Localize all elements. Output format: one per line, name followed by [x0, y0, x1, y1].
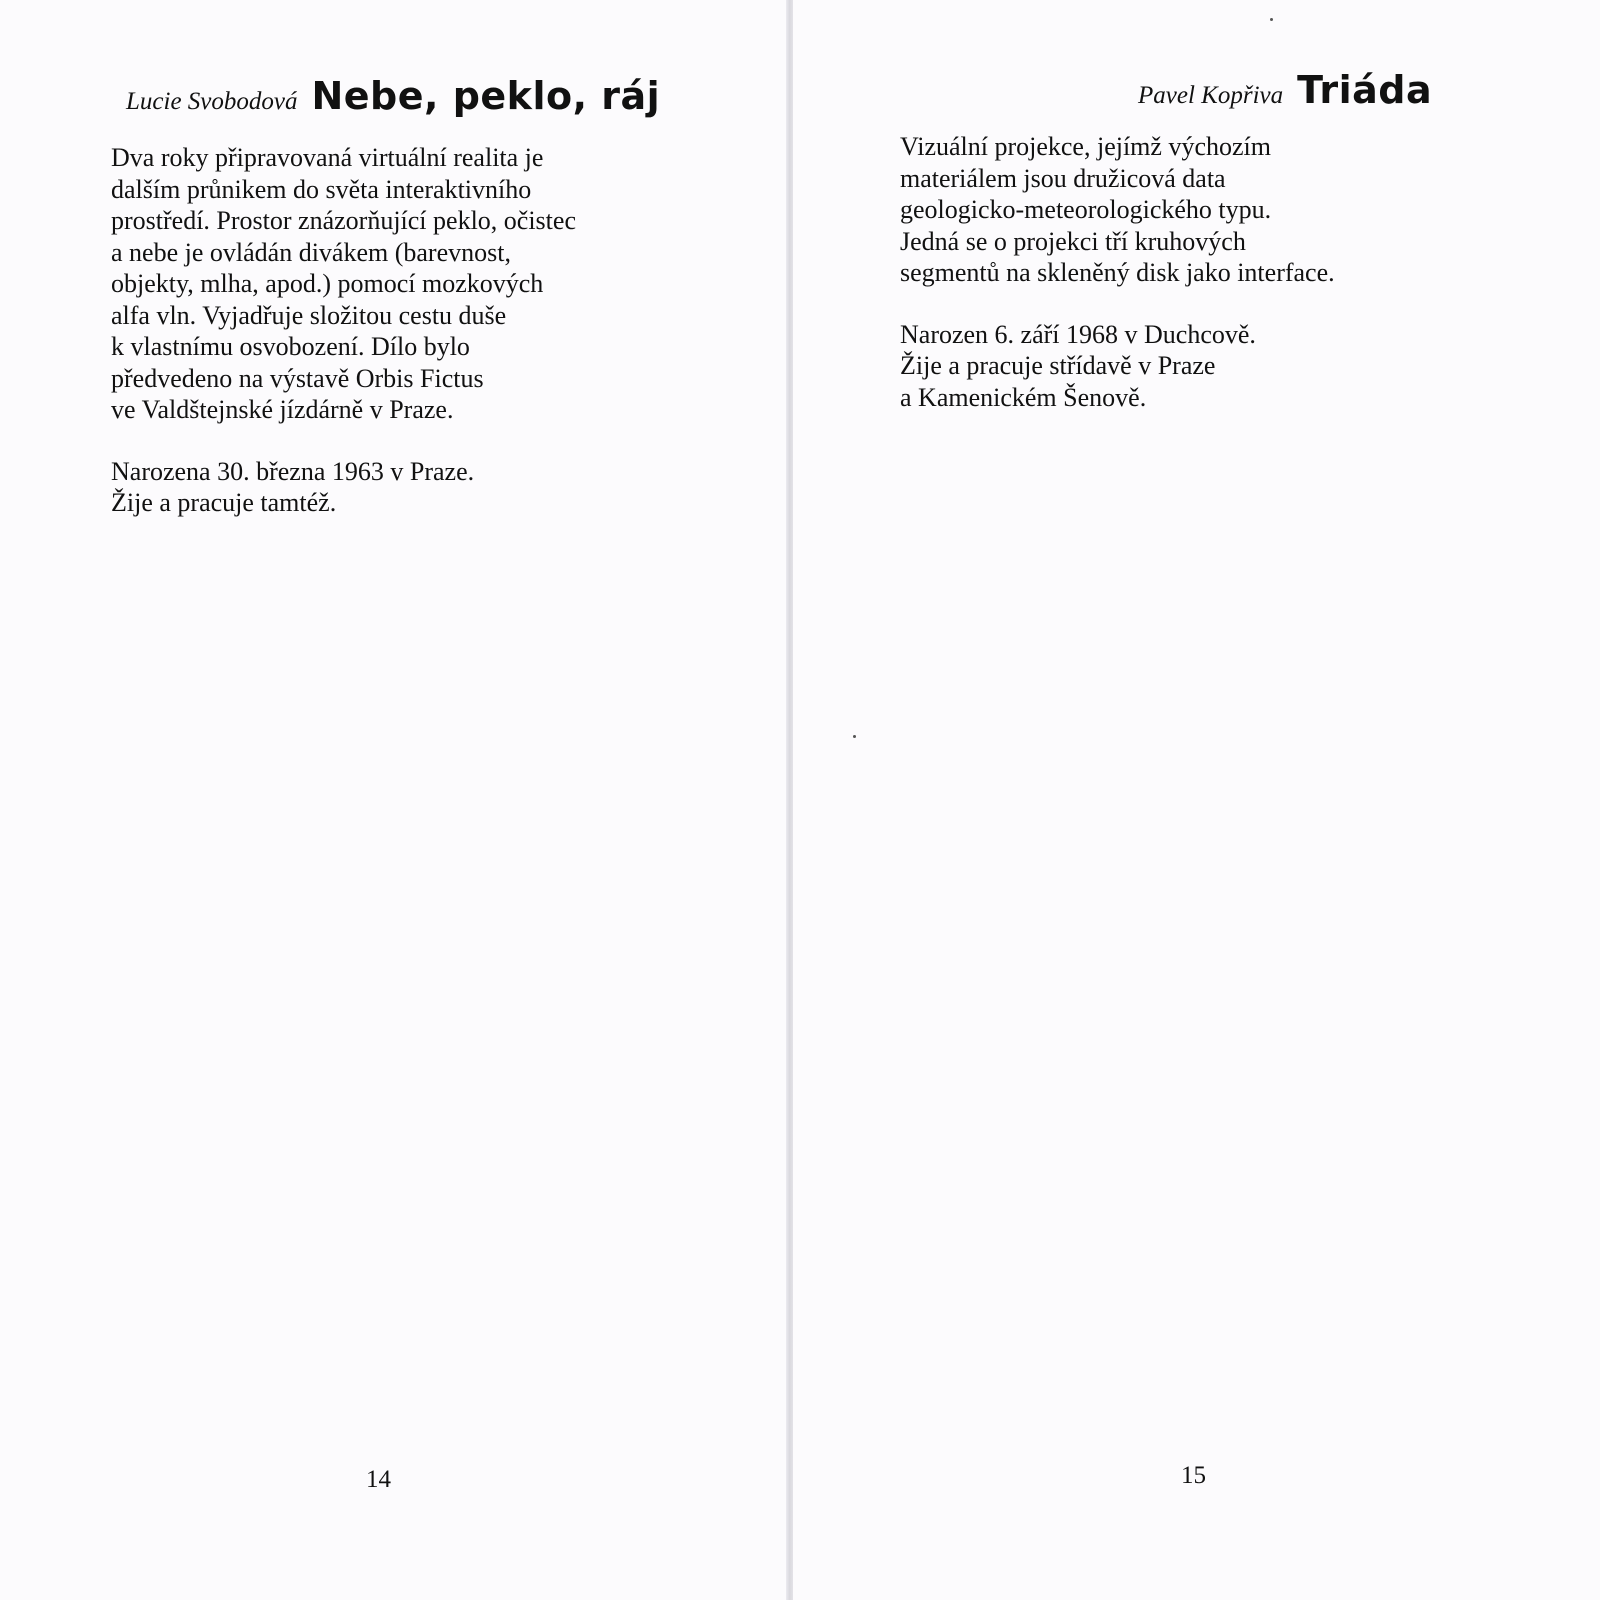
paragraph [111, 142, 731, 426]
text-line: materiálem jsou družicová data [900, 163, 1226, 193]
author-bio [900, 319, 1520, 414]
text-line: dalším průnikem do světa interaktivního [111, 174, 532, 204]
article-header [1138, 68, 1432, 112]
text-line: Dva roky připravovaná virtuální realita je [111, 143, 544, 172]
text-line: objekty, mlha, apod.) pomocí mozkových [111, 269, 544, 298]
text-line: Narozen 6. září 1968 v Duchcově. [900, 319, 1256, 349]
author-name: Pavel Kopřiva [1138, 82, 1284, 109]
text-line: geologicko-meteorologického typu. [900, 195, 1272, 224]
text-line: alfa vln. Vyjadřuje složitou cestu duše [111, 300, 507, 330]
text-line: Narozena 30. března 1963 v Praze. [111, 456, 475, 486]
text-line: k vlastnímu osvobození. Dílo bylo [111, 332, 470, 361]
author-name: Lucie Svobodová [126, 88, 298, 115]
text-line: Žije a pracuje střídavě v Praze [900, 351, 1216, 380]
author-bio [111, 456, 731, 519]
article-title: Nebe, peklo, ráj [311, 74, 661, 118]
text-line: prostředí. Prostor znázorňující peklo, očistec [111, 206, 576, 235]
article-header [126, 74, 660, 118]
article-title: Triáda [1297, 68, 1433, 112]
text-line: ve Valdštejnské jízdárně v Praze. [111, 395, 454, 424]
right-page [793, 0, 1600, 1600]
paragraph [900, 131, 1520, 289]
paper-speck [1270, 18, 1273, 21]
text-line: a Kamenickém Šenově. [900, 382, 1147, 412]
page-number: 14 [366, 1466, 391, 1493]
article-body [111, 142, 731, 549]
text-line: a nebe je ovládán divákem (barevnost, [111, 237, 511, 267]
text-line: segmentů na skleněný disk jako interface. [900, 258, 1335, 287]
text-line: Jedná se o projekci tří kruhových [900, 226, 1246, 256]
text-line: předvedeno na výstavě Orbis Fictus [111, 363, 484, 393]
text-line: Žije a pracuje tamtéž. [111, 488, 337, 517]
article-body [900, 131, 1520, 443]
left-page [0, 0, 790, 1600]
text-line: Vizuální projekce, jejímž výchozím [900, 132, 1271, 161]
paper-speck [853, 735, 856, 738]
page-number: 15 [1181, 1462, 1206, 1489]
